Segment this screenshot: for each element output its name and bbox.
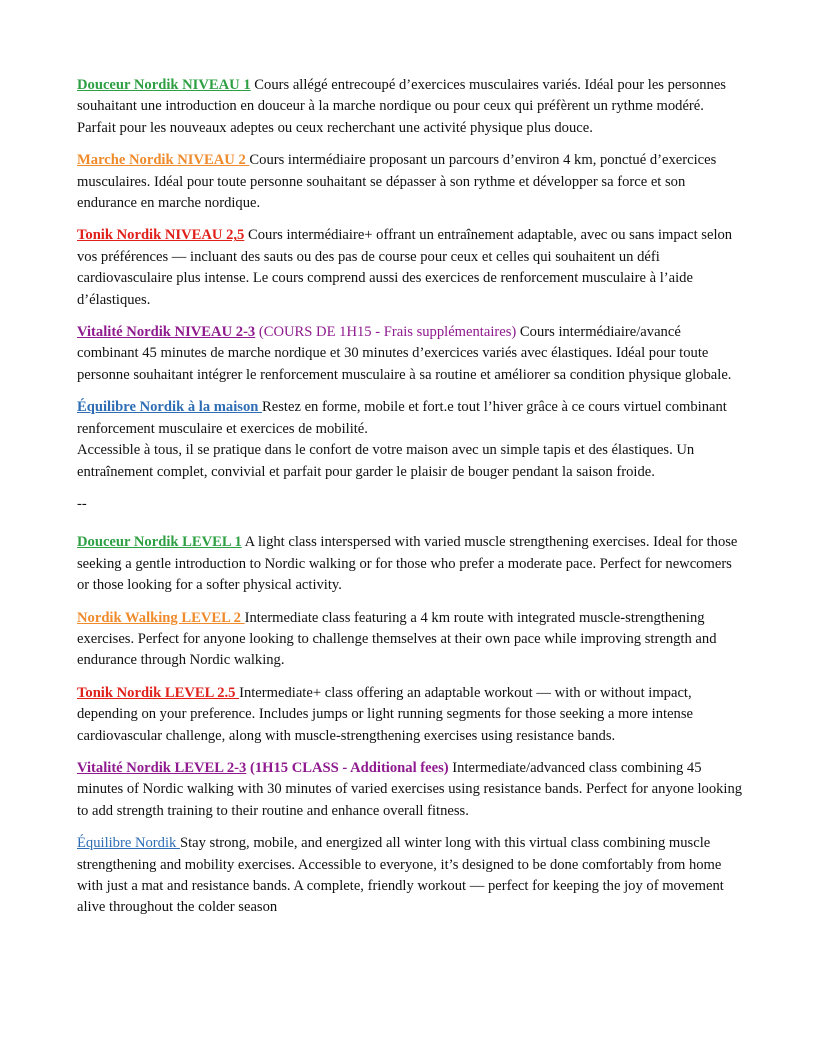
document-page — [77, 75, 745, 930]
fr-marche-link[interactable]: Marche Nordik NIVEAU 2 — [77, 152, 250, 169]
en-vitalite-link[interactable]: Vitalité Nordik LEVEL 2-3 — [77, 759, 247, 776]
fr-vitalite-description: Cours intermédiaire/avancé combinant 45 minutes de marche nordique et 30 minutes d’exercices variés avec élastiques. Idéal pour toute personne souhaitant intégrer le renforcement musculaire à sa routine et améliorer sa condition physique globale. — [77, 324, 732, 383]
fr-equilibre-description: Restez en forme, mobile et fort.e tout l’hiver grâce à ce cours virtuel combinant renforcement musculaire et exercices de mobilité. — [77, 399, 727, 437]
en-walking-link[interactable]: Nordik Walking LEVEL 2 — [77, 609, 245, 626]
fr-equilibre-description-2: Accessible à tous, il se pratique dans le confort de votre maison avec un simple tapis et des élastiques. Un entraînement complet, convivial et parfait pour garder le plaisir de bouger pendant la saison froide. — [77, 442, 695, 480]
en-tonik-description: Intermediate+ class offering an adaptable workout — with or without impact, depending on your preference. Includes jumps or light running segments for those seeking a more intense cardiovascular challenge, along with muscle-strengthening exercises using resistance bands. — [77, 684, 694, 744]
fr-douceur-link[interactable]: Douceur Nordik NIVEAU 1 — [77, 77, 251, 93]
fr-vitalite-note: (COURS DE 1H15 - Frais supplémentaires) — [255, 324, 517, 341]
fr-vitalite-paragraph — [77, 322, 745, 386]
en-vitalite-note: (1H15 CLASS - Additional fees) — [246, 759, 449, 776]
en-equilibre-link[interactable]: Équilibre Nordik — [77, 835, 180, 852]
en-walking-paragraph — [77, 608, 745, 672]
en-tonik-link[interactable]: Tonik Nordik LEVEL 2.5 — [77, 684, 240, 701]
fr-vitalite-link[interactable]: Vitalité Nordik NIVEAU 2-3 — [77, 324, 256, 341]
en-tonik-paragraph — [77, 683, 745, 747]
en-equilibre-description: Stay strong, mobile, and energized all winter long with this virtual class combining muscle strengthening and mobility exercises. Accessible to everyone, it’s designed to be done comfortably from home with just a mat and resistance bands. A complete, friendly workout — perfect for keeping the joy of movement alive throughout the colder season — [77, 835, 724, 916]
fr-equilibre-paragraph — [77, 397, 745, 483]
en-douceur-link[interactable]: Douceur Nordik LEVEL 1 — [77, 534, 242, 551]
fr-equilibre-link[interactable]: Équilibre Nordik à la maison — [77, 399, 263, 416]
en-walking-description: Intermediate class featuring a 4 km route with integrated muscle-strengthening exercises. Perfect for anyone looking to challenge themselves at their own pace while improving strength and endurance through Nordic walking. — [77, 609, 717, 669]
en-vitalite-description: Intermediate/advanced class combining 45 minutes of Nordic walking with 30 minutes of varied exercises using resistance bands. Perfect for anyone looking to add strength training to their routine and enhance overall fitness. — [77, 759, 743, 819]
fr-marche-description: Cours intermédiaire proposant un parcours d’environ 4 km, ponctué d’exercices musculaires. Idéal pour toute personne souhaitant se dépasser à son rythme et développer sa force et son endurance en marche nordique. — [77, 152, 717, 212]
section-separator: -- — [77, 495, 87, 512]
fr-marche-paragraph — [77, 150, 745, 214]
en-douceur-paragraph — [77, 532, 745, 596]
fr-tonik-description: Cours intermédiaire+ offrant un entraînement adaptable, avec ou sans impact selon vos préférences — incluant des sauts ou des pas de course pour ceux et celles qui souhaitent un défi cardiovasculaire plus intense. Le cours comprend aussi des exercices de renforcement musculaire à l’aide d’élastiques. — [77, 227, 733, 308]
fr-tonik-paragraph — [77, 225, 745, 311]
en-vitalite-paragraph — [77, 758, 745, 822]
en-douceur-description: A light class interspersed with varied muscle strengthening exercises. Ideal for those seeking a gentle introduction to Nordic walking or for those who prefer a moderate pace. Perfect for newcomers or those looking for a softer physical activity. — [77, 534, 738, 594]
fr-douceur-paragraph — [77, 75, 745, 139]
en-equilibre-paragraph — [77, 833, 745, 919]
fr-douceur-description: Cours allégé entrecoupé d’exercices musculaires variés. Idéal pour les personnes souhaitant une introduction en douceur à la marche nordique ou pour ceux qui préfèrent un rythme modéré. Parfait pour les nouveaux adeptes ou ceux recherchant une activité physique plus douce. — [77, 77, 726, 136]
fr-tonik-link[interactable]: Tonik Nordik NIVEAU 2,5 — [77, 227, 245, 244]
